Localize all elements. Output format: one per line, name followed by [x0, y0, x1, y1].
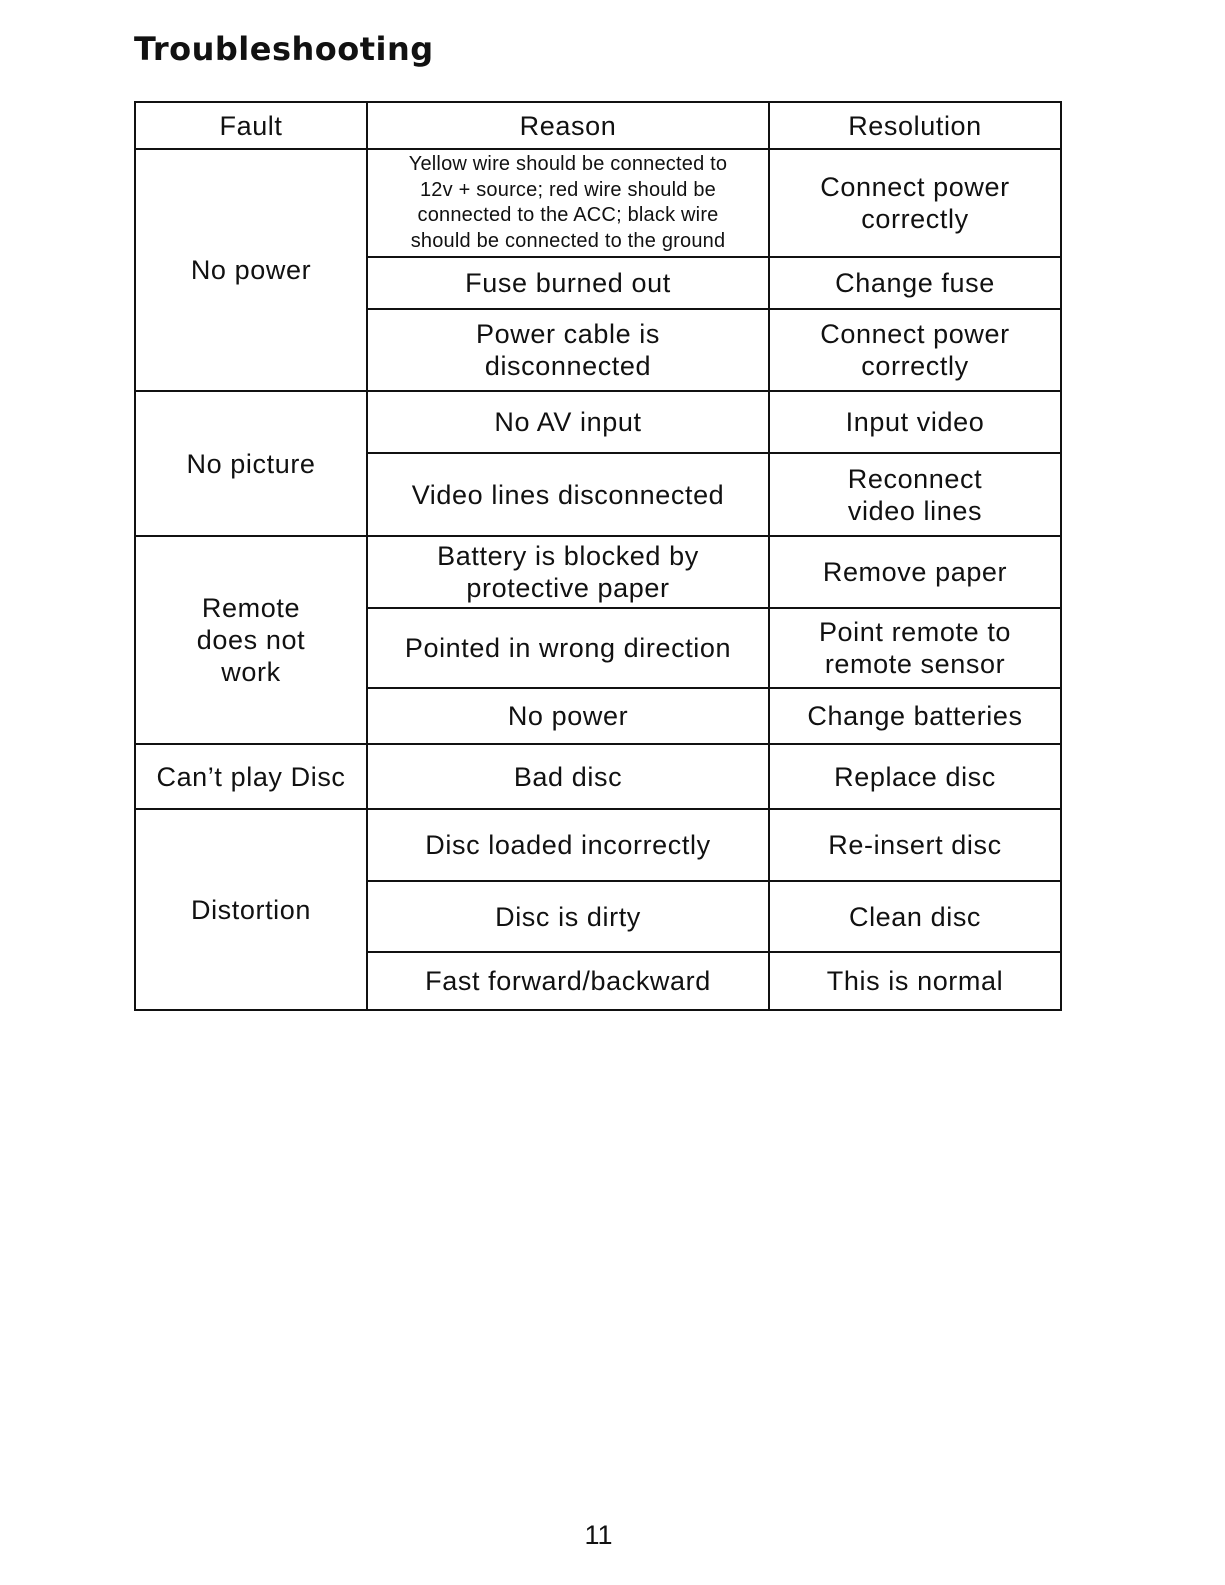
- table-row: [135, 744, 1061, 809]
- table-row: [135, 391, 1061, 453]
- reason-cell: Video lines disconnected: [367, 453, 769, 536]
- resolution-cell: Reconnect video lines: [769, 453, 1061, 536]
- resolution-cell: Connect power correctly: [769, 149, 1061, 257]
- fault-cell: Can’t play Disc: [135, 744, 367, 809]
- resolution-cell: Input video: [769, 391, 1061, 453]
- resolution-cell: Replace disc: [769, 744, 1061, 809]
- reason-cell: No AV input: [367, 391, 769, 453]
- reason-cell: No power: [367, 688, 769, 744]
- reason-cell: Yellow wire should be connected to 12v + source; red wire should be connected to the ACC; black wire should be connected to the ground: [367, 149, 769, 257]
- resolution-cell: Connect power correctly: [769, 309, 1061, 391]
- fault-cell: Distortion: [135, 809, 367, 1010]
- table-header-row: [135, 102, 1061, 149]
- resolution-cell: Point remote to remote sensor: [769, 608, 1061, 688]
- reason-cell: Fuse burned out: [367, 257, 769, 309]
- page-number: 11: [584, 1520, 613, 1550]
- reason-cell: Power cable is disconnected: [367, 309, 769, 391]
- table-row: [135, 536, 1061, 608]
- page-title: Troubleshooting: [134, 30, 434, 68]
- fault-cell: No power: [135, 149, 367, 391]
- column-header-fault: Fault: [135, 102, 367, 149]
- table-row: [135, 149, 1061, 257]
- fault-cell: No picture: [135, 391, 367, 536]
- reason-cell: Battery is blocked by protective paper: [367, 536, 769, 608]
- reason-cell: Disc is dirty: [367, 881, 769, 952]
- troubleshooting-table: [134, 101, 1062, 1011]
- resolution-cell: Change fuse: [769, 257, 1061, 309]
- resolution-cell: Clean disc: [769, 881, 1061, 952]
- resolution-cell: This is normal: [769, 952, 1061, 1010]
- resolution-cell: Change batteries: [769, 688, 1061, 744]
- reason-cell: Bad disc: [367, 744, 769, 809]
- column-header-reason: Reason: [367, 102, 769, 149]
- resolution-cell: Remove paper: [769, 536, 1061, 608]
- column-header-resolution: Resolution: [769, 102, 1061, 149]
- table-row: [135, 809, 1061, 881]
- fault-cell: Remote does not work: [135, 536, 367, 744]
- resolution-cell: Re-insert disc: [769, 809, 1061, 881]
- reason-cell: Fast forward/backward: [367, 952, 769, 1010]
- reason-cell: Pointed in wrong direction: [367, 608, 769, 688]
- reason-cell: Disc loaded incorrectly: [367, 809, 769, 881]
